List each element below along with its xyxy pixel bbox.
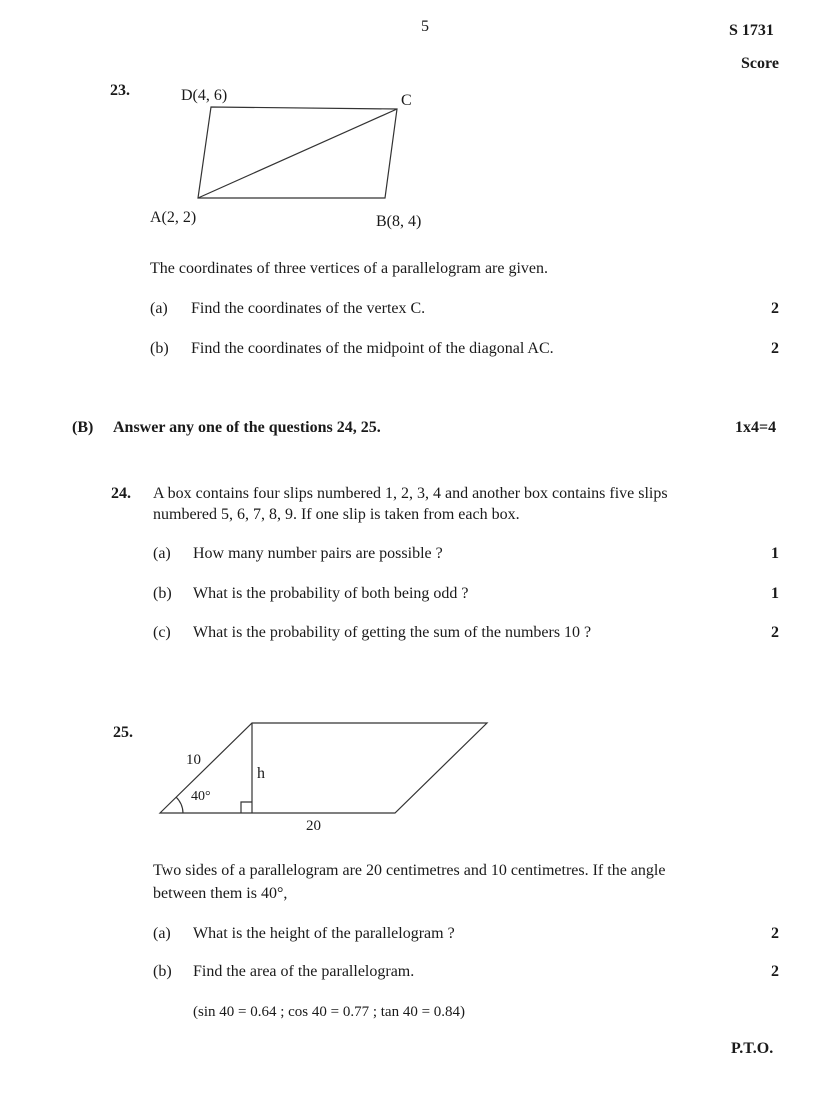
paper-code: S 1731 — [729, 22, 774, 39]
score-label: Score — [741, 55, 779, 72]
q24-part-b-text: What is the probability of both being odd ? — [193, 585, 469, 602]
q24-part-b-score: 1 — [771, 585, 779, 602]
q24-part-a-text: How many number pairs are possible ? — [193, 545, 443, 562]
vertex-b-label: B(8, 4) — [376, 213, 422, 230]
question-25-stem-line2: between them is 40°, — [153, 885, 288, 902]
q25-part-b-letter: (b) — [153, 963, 172, 980]
angle-label: 40° — [191, 789, 211, 804]
q23-part-a-score: 2 — [771, 300, 779, 317]
q24-part-a-score: 1 — [771, 545, 779, 562]
angle-arc — [176, 797, 183, 813]
q23-part-a-text: Find the coordinates of the vertex C. — [191, 300, 426, 317]
section-b-label: (B) — [72, 419, 94, 436]
question-25-number: 25. — [113, 724, 133, 741]
q23-part-b-score: 2 — [771, 340, 779, 357]
q25-part-a-score: 2 — [771, 925, 779, 942]
diagonal-ac — [198, 109, 397, 198]
q24-part-c-letter: (c) — [153, 624, 171, 641]
height-label: h — [257, 765, 265, 782]
q23-part-b-letter: (b) — [150, 340, 169, 357]
q24-part-c-text: What is the probability of getting the sum of the numbers 10 ? — [193, 624, 592, 641]
question-24-stem-line2: numbered 5, 6, 7, 8, 9. If one slip is taken from each box. — [153, 506, 520, 523]
please-turn-over: P.T.O. — [731, 1040, 774, 1057]
vertex-a-label: A(2, 2) — [150, 209, 197, 226]
right-angle-mark — [241, 802, 252, 813]
question-24-stem-line1: A box contains four slips numbered 1, 2, 3, 4 and another box contains five slips — [153, 485, 668, 502]
question-23-stem: The coordinates of three vertices of a parallelogram are given. — [150, 260, 549, 277]
q24-part-a-letter: (a) — [153, 545, 171, 562]
section-b-marks: 1x4=4 — [735, 419, 777, 436]
trig-values-hint: (sin 40 = 0.64 ; cos 40 = 0.77 ; tan 40 = 0.84) — [193, 1004, 466, 1020]
section-b-instruction: Answer any one of the questions 24, 25. — [113, 419, 381, 436]
question-24-number: 24. — [111, 485, 131, 502]
q24-part-b-letter: (b) — [153, 585, 172, 602]
q24-part-c-score: 2 — [771, 624, 779, 641]
side-length-label: 10 — [186, 752, 201, 768]
parallelogram-abcd-diagram — [198, 107, 397, 198]
question-25-stem-line1: Two sides of a parallelogram are 20 centimetres and 10 centimetres. If the angle — [153, 862, 666, 879]
q25-part-a-letter: (a) — [153, 925, 171, 942]
vertex-c-label: C — [401, 92, 412, 109]
q25-part-b-score: 2 — [771, 963, 779, 980]
q25-part-a-text: What is the height of the parallelogram ? — [193, 925, 455, 942]
q23-part-a-letter: (a) — [150, 300, 168, 317]
q25-part-b-text: Find the area of the parallelogram. — [193, 963, 415, 980]
vertex-d-label: D(4, 6) — [181, 87, 228, 104]
page-number: 5 — [421, 18, 429, 35]
question-23-number: 23. — [110, 82, 130, 99]
q23-part-b-text: Find the coordinates of the midpoint of the diagonal AC. — [191, 340, 554, 357]
base-length-label: 20 — [306, 818, 321, 834]
